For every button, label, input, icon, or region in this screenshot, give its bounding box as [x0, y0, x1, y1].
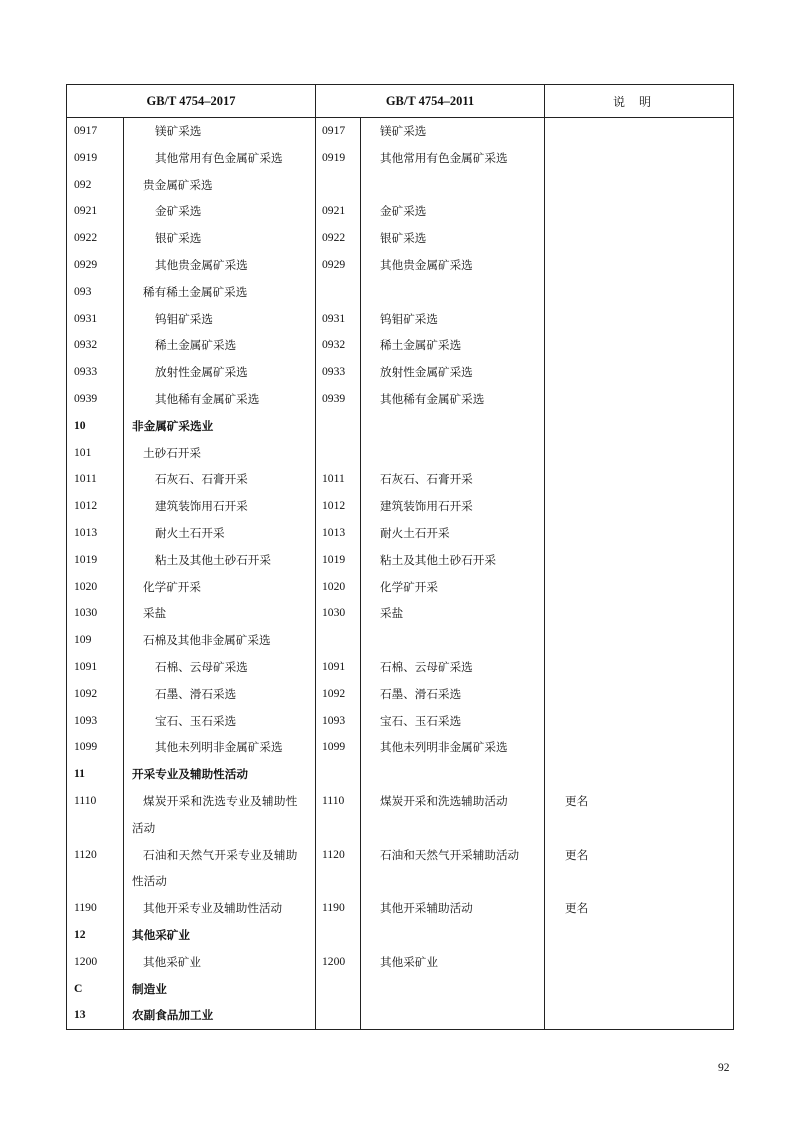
classification-table: [66, 84, 734, 1030]
row-code-2011: [316, 279, 361, 306]
table-row: [67, 172, 734, 199]
row-name: 耐火土石开采: [124, 520, 316, 547]
row-note: [545, 520, 734, 547]
table-row: [67, 440, 734, 467]
row-note: [545, 761, 734, 788]
row-note: [545, 547, 734, 574]
row-name-2011: 石油和天然气开采辅助活动: [361, 842, 545, 896]
row-name-line1: 煤炭开采和洗选专业及辅助性: [143, 793, 298, 808]
row-name-2011: 稀土金属矿采选: [361, 332, 545, 359]
row-code-2011: [316, 922, 361, 949]
row-code-2011: 0922: [316, 225, 361, 252]
row-name: 石棉、云母矿采选: [124, 654, 316, 681]
row-note: [545, 1002, 734, 1029]
table-row: [67, 118, 734, 145]
row-code: 12: [67, 922, 124, 949]
table-row: [67, 198, 734, 225]
row-code-2011: 1012: [316, 493, 361, 520]
row-code-2011: [316, 1002, 361, 1029]
row-note: [545, 600, 734, 627]
row-code: 0933: [67, 359, 124, 386]
row-code: 13: [67, 1002, 124, 1029]
table-row: [67, 359, 734, 386]
row-name: 其他稀有金属矿采选: [124, 386, 316, 413]
row-note: [545, 627, 734, 654]
row-name-2011: [361, 440, 545, 467]
row-note: [545, 440, 734, 467]
row-code-2011: 0919: [316, 145, 361, 172]
row-note: 更名: [545, 842, 734, 896]
row-code: 1013: [67, 520, 124, 547]
row-code-2011: 0931: [316, 306, 361, 333]
table-row: [67, 279, 734, 306]
row-code-2011: [316, 761, 361, 788]
row-name-2011: [361, 922, 545, 949]
row-code-2011: 1013: [316, 520, 361, 547]
row-name: 采盐: [124, 600, 316, 627]
row-name-2011: [361, 627, 545, 654]
row-name-2011: 钨钼矿采选: [361, 306, 545, 333]
table-row: [67, 252, 734, 279]
table-row: [67, 976, 734, 1003]
row-note: 更名: [545, 788, 734, 842]
table-row: [67, 788, 734, 842]
row-note: [545, 708, 734, 735]
row-name-2011: 石墨、滑石采选: [361, 681, 545, 708]
table-row: [67, 520, 734, 547]
header-gbt-2017: GB/T 4754–2017: [67, 85, 316, 118]
row-name-2011: 银矿采选: [361, 225, 545, 252]
row-name-line2: 活动: [132, 820, 156, 835]
row-code: 10: [67, 413, 124, 440]
table-row: [67, 734, 734, 761]
row-code: C: [67, 976, 124, 1003]
row-name: 石灰石、石膏开采: [124, 466, 316, 493]
row-code-2011: 1011: [316, 466, 361, 493]
row-name-2011: 煤炭开采和洗选辅助活动: [361, 788, 545, 842]
table-row: [67, 1002, 734, 1029]
row-code: 0921: [67, 198, 124, 225]
row-code: 1093: [67, 708, 124, 735]
row-code-2011: 1019: [316, 547, 361, 574]
row-code-2011: 1110: [316, 788, 361, 842]
row-code-2011: 0932: [316, 332, 361, 359]
row-name: 镁矿采选: [124, 118, 316, 145]
row-name: 石棉及其他非金属矿采选: [124, 627, 316, 654]
row-code: 1092: [67, 681, 124, 708]
row-code: 092: [67, 172, 124, 199]
page-number: 92: [718, 1062, 730, 1074]
row-name-2011: [361, 1002, 545, 1029]
table-row: [67, 547, 734, 574]
row-code: 1030: [67, 600, 124, 627]
row-note: [545, 681, 734, 708]
row-code-2011: 1120: [316, 842, 361, 896]
row-code-2011: [316, 413, 361, 440]
row-code-2011: [316, 440, 361, 467]
row-name-2011: 其他开采辅助活动: [361, 895, 545, 922]
row-name: [124, 842, 316, 896]
row-note: [545, 386, 734, 413]
row-note: [545, 574, 734, 601]
row-code-2011: [316, 976, 361, 1003]
table-row: [67, 681, 734, 708]
row-code: 0931: [67, 306, 124, 333]
row-note: [545, 332, 734, 359]
row-note: [545, 466, 734, 493]
row-name: 稀土金属矿采选: [124, 332, 316, 359]
table-row: [67, 145, 734, 172]
row-note: [545, 654, 734, 681]
row-note: [545, 172, 734, 199]
row-code: 1120: [67, 842, 124, 896]
row-note: [545, 198, 734, 225]
row-code-2011: 0929: [316, 252, 361, 279]
row-name-2011: 金矿采选: [361, 198, 545, 225]
row-code-2011: 1030: [316, 600, 361, 627]
table-row: [67, 627, 734, 654]
row-name: 其他未列明非金属矿采选: [124, 734, 316, 761]
row-note: [545, 949, 734, 976]
table-row: [67, 225, 734, 252]
row-code: 0929: [67, 252, 124, 279]
row-name-2011: [361, 761, 545, 788]
row-name: 贵金属矿采选: [124, 172, 316, 199]
row-code-2011: 1200: [316, 949, 361, 976]
row-code-2011: [316, 627, 361, 654]
row-name-2011: 镁矿采选: [361, 118, 545, 145]
row-name-2011: 化学矿开采: [361, 574, 545, 601]
table-row: [67, 332, 734, 359]
row-code-2011: 1099: [316, 734, 361, 761]
row-name-2011: [361, 172, 545, 199]
table-row: [67, 654, 734, 681]
table-row: [67, 466, 734, 493]
row-name-2011: 其他常用有色金属矿采选: [361, 145, 545, 172]
row-note: [545, 279, 734, 306]
row-name: 农副食品加工业: [124, 1002, 316, 1029]
row-name: 其他常用有色金属矿采选: [124, 145, 316, 172]
row-name-2011: 其他采矿业: [361, 949, 545, 976]
row-name-2011: 耐火土石开采: [361, 520, 545, 547]
row-code: 1012: [67, 493, 124, 520]
row-name: 粘土及其他土砂石开采: [124, 547, 316, 574]
row-note: [545, 306, 734, 333]
table-row: [67, 306, 734, 333]
row-name: 放射性金属矿采选: [124, 359, 316, 386]
table-body: [67, 118, 734, 1030]
row-name: 其他贵金属矿采选: [124, 252, 316, 279]
table-row: [67, 413, 734, 440]
table-row: [67, 922, 734, 949]
row-name-2011: 采盐: [361, 600, 545, 627]
row-name: 宝石、玉石采选: [124, 708, 316, 735]
row-code-2011: 0917: [316, 118, 361, 145]
row-name: [124, 788, 316, 842]
row-name-2011: 其他未列明非金属矿采选: [361, 734, 545, 761]
row-code: 1099: [67, 734, 124, 761]
table-row: [67, 708, 734, 735]
row-code-2011: 1020: [316, 574, 361, 601]
row-note: [545, 252, 734, 279]
row-note: 更名: [545, 895, 734, 922]
header-gbt-2011: GB/T 4754–2011: [316, 85, 545, 118]
row-name: 开采专业及辅助性活动: [124, 761, 316, 788]
table-row: [67, 842, 734, 896]
row-code: 0919: [67, 145, 124, 172]
row-code-2011: 1092: [316, 681, 361, 708]
row-name-2011: 建筑装饰用石开采: [361, 493, 545, 520]
table-row: [67, 600, 734, 627]
row-note: [545, 145, 734, 172]
row-name: 制造业: [124, 976, 316, 1003]
row-name: 钨钼矿采选: [124, 306, 316, 333]
row-name: 稀有稀土金属矿采选: [124, 279, 316, 306]
row-name-2011: 石棉、云母矿采选: [361, 654, 545, 681]
row-code-2011: 1091: [316, 654, 361, 681]
row-name: 石墨、滑石采选: [124, 681, 316, 708]
row-name-2011: 粘土及其他土砂石开采: [361, 547, 545, 574]
row-name: 土砂石开采: [124, 440, 316, 467]
row-name: 其他开采专业及辅助性活动: [124, 895, 316, 922]
row-code: 1011: [67, 466, 124, 493]
table-row: [67, 761, 734, 788]
row-name-2011: 宝石、玉石采选: [361, 708, 545, 735]
row-note: [545, 734, 734, 761]
row-note: [545, 976, 734, 1003]
row-name-2011: [361, 413, 545, 440]
row-code: 0939: [67, 386, 124, 413]
row-code-2011: 0921: [316, 198, 361, 225]
row-note: [545, 359, 734, 386]
row-code: 1110: [67, 788, 124, 842]
row-note: [545, 413, 734, 440]
row-code: 1200: [67, 949, 124, 976]
row-code: 1091: [67, 654, 124, 681]
row-code: 0917: [67, 118, 124, 145]
row-name-2011: [361, 976, 545, 1003]
row-name-2011: 其他稀有金属矿采选: [361, 386, 545, 413]
row-name-2011: 石灰石、石膏开采: [361, 466, 545, 493]
table-row: [67, 895, 734, 922]
row-name: 其他采矿业: [124, 922, 316, 949]
header-note: 说明: [545, 85, 734, 118]
row-name: 化学矿开采: [124, 574, 316, 601]
row-code: 1190: [67, 895, 124, 922]
row-name: 非金属矿采选业: [124, 413, 316, 440]
row-name-line1: 石油和天然气开采专业及辅助: [143, 847, 298, 862]
row-name-2011: 放射性金属矿采选: [361, 359, 545, 386]
row-note: [545, 118, 734, 145]
row-note: [545, 922, 734, 949]
table-row: [67, 574, 734, 601]
row-code: 109: [67, 627, 124, 654]
row-name: 其他采矿业: [124, 949, 316, 976]
row-name: 建筑装饰用石开采: [124, 493, 316, 520]
row-code-2011: 0933: [316, 359, 361, 386]
row-code-2011: 1190: [316, 895, 361, 922]
row-note: [545, 225, 734, 252]
row-code: 1019: [67, 547, 124, 574]
row-code: 093: [67, 279, 124, 306]
row-code: 0922: [67, 225, 124, 252]
table-header-row: [67, 85, 734, 118]
row-code: 0932: [67, 332, 124, 359]
row-note: [545, 493, 734, 520]
table-row: [67, 386, 734, 413]
table-row: [67, 493, 734, 520]
row-code: 1020: [67, 574, 124, 601]
row-code-2011: [316, 172, 361, 199]
row-code-2011: 0939: [316, 386, 361, 413]
row-name: 金矿采选: [124, 198, 316, 225]
row-code-2011: 1093: [316, 708, 361, 735]
row-code: 11: [67, 761, 124, 788]
row-name: 银矿采选: [124, 225, 316, 252]
table-row: [67, 949, 734, 976]
row-code: 101: [67, 440, 124, 467]
row-name-2011: 其他贵金属矿采选: [361, 252, 545, 279]
row-name-line2: 性活动: [132, 874, 167, 889]
row-name-2011: [361, 279, 545, 306]
